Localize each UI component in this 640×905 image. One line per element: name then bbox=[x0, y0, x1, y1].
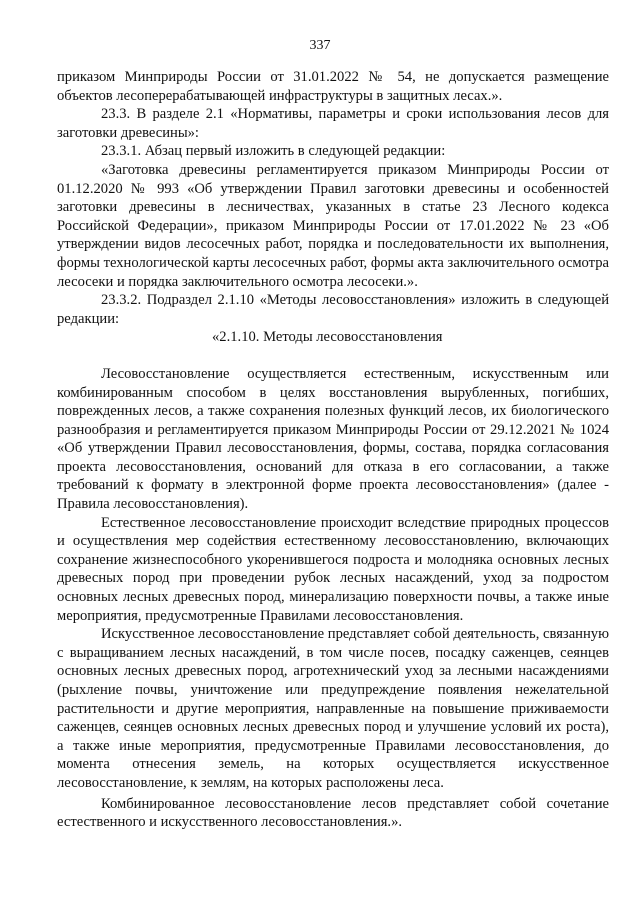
paragraph-natural-reforestation: Естественное лесовосстановление происходит вследствие природных процессов и осуществления мер содействия естественному лесовосстановлению, включающих сохранение жизнеспособного укоренившегося подроста и молодняка основных лесных древесных пород при проведении рубок лесных насаждений, уход за подростом основных лесных древесных пород, минерализацию поверхности почвы, а также иные мероприятия, предусмотренные Правилами лесовосстановления. bbox=[57, 514, 609, 624]
paragraph-section-23-3: 23.3. В разделе 2.1 «Нормативы, параметры и сроки использования лесов для заготовки древесины»: bbox=[57, 106, 609, 141]
spacer bbox=[57, 347, 609, 365]
paragraph-combined-reforestation: Комбинированное лесовосстановление лесов представляет собой сочетание естественного и искусственного лесовосстановления.». bbox=[57, 795, 609, 831]
page-number: 337 bbox=[309, 38, 331, 53]
paragraph-section-23-3-2: 23.3.2. Подраздел 2.1.10 «Методы лесовосстановления» изложить в следующей редакции: bbox=[57, 292, 609, 327]
paragraph-section-23-3-1: 23.3.1. Абзац первый изложить в следующей редакции: bbox=[101, 143, 446, 160]
document-body bbox=[57, 68, 609, 832]
paragraph-artificial-reforestation: Искусственное лесовосстановление представляет собой деятельность, связанную с выращиванием лесных насаждений, в том числе посев, посадку саженцев, сеянцев основных лесных древесных пород, агротехнический уход за лесными насаждениями (рыхление почвы, уничтожение или предупреждение появления нежелательной растительности и другие мероприятия, направленные на повышение приживаемости саженцев, сеянцев основных лесных древесных пород и улучшение условий их роста), а также иные мероприятия, предусмотренные Правилами лесовосстановления, до момента отнесения земель, на которых осуществляется искусственное лесовосстановление, к землям, на которых расположены леса. bbox=[57, 626, 609, 791]
paragraph-reforestation-general: Лесовосстановление осуществляется естественным, искусственным или комбинированным способом в целях восстановления вырубленных, погибших, поврежденных лесов, а также сохранения полезных функций лесов, их биологического разнообразия и регламентируется приказом Минприроды России от 29.12.2021 № 1024 «Об утверждении Правил лесовосстановления, формы, состава, порядка согласования проекта лесовосстановления, оснований для отказа в его согласовании, а также требований к формату в электронной форме проекта лесовосстановления» (далее - Правила лесовосстановления). bbox=[57, 365, 609, 513]
paragraph-quoted-harvesting: «Заготовка древесины регламентируется приказом Минприроды России от 01.12.2020 № 993 «Об утверждении Правил заготовки древесины и особенностей заготовки древесины в лесничествах, указанных в статье 23 Лесного кодекса Российской Федерации», приказом Минприроды России от 17.01.2022 № 23 «Об утверждении видов лесосечных работ, порядка и последовательности их выполнения, формы технологической карты лесосечных работ, формы акта заключительного осмотра лесосеки и порядка заключительного осмотра лесосеки.». bbox=[57, 161, 609, 290]
subsection-heading: «2.1.10. Методы лесовосстановления bbox=[212, 329, 443, 346]
paragraph-continuation: приказом Минприроды России от 31.01.2022 № 54, не допускается размещение объектов лесоперерабатывающей инфраструктуры в защитных лесах.». bbox=[57, 69, 609, 104]
